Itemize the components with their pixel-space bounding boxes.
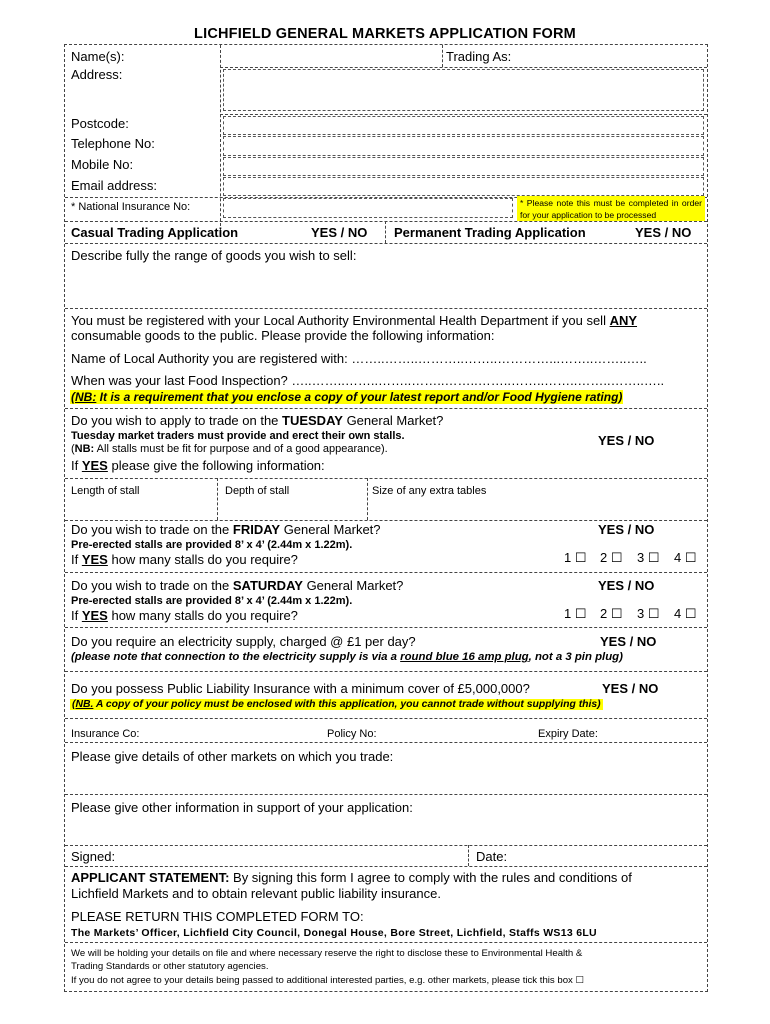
divider (65, 671, 707, 672)
applicant-statement-2: Lichfield Markets and to obtain relevant public liability insurance. (71, 886, 441, 901)
divider (65, 572, 707, 573)
divider (65, 627, 707, 628)
length-of-stall-field[interactable]: Length of stall (71, 485, 140, 497)
depth-of-stall-field[interactable]: Depth of stall (225, 485, 290, 497)
email-label: Email address: (71, 178, 157, 193)
friday-stall-1-checkbox[interactable]: 1 ☐ (564, 550, 587, 565)
policy-number-field[interactable]: Policy No: (327, 728, 377, 740)
divider (385, 221, 386, 243)
divider (65, 845, 707, 846)
electricity-question: Do you require an electricity supply, charged @ £1 per day? (71, 634, 416, 649)
other-markets-label: Please give details of other markets on which you trade: (71, 749, 394, 764)
divider (65, 520, 707, 521)
divider (468, 845, 469, 866)
casual-trading-label: Casual Trading Application (71, 225, 239, 240)
tuesday-if-yes: If YES please give the following information: (71, 458, 325, 473)
saturday-stall-1-checkbox[interactable]: 1 ☐ (564, 606, 587, 621)
local-authority-field[interactable]: Name of Local Authority you are registered with: ……..……..………..……..…………...……..……..….. (71, 351, 647, 366)
friday-stall-2-checkbox[interactable]: 2 ☐ (600, 550, 623, 565)
friday-question: Do you wish to trade on the FRIDAY General Market? (71, 522, 381, 537)
saturday-stall-2-checkbox[interactable]: 2 ☐ (600, 606, 623, 621)
electricity-plug-note: (please note that connection to the electricity supply is via a round blue 16 amp plug, not a 3 pin plug) (71, 651, 623, 663)
saturday-question: Do you wish to trade on the SATURDAY General Market? (71, 578, 404, 593)
saturday-stall-info: Pre-erected stalls are provided 8’ x 4’ (2.44m x 1.22m). (71, 595, 353, 607)
permanent-trading-label: Permanent Trading Application (394, 225, 586, 240)
email-field[interactable] (223, 177, 704, 196)
food-report-note: (NB: It is a requirement that you enclose a copy of your latest report and/or Food Hygiene rating) (71, 390, 623, 404)
saturday-stall-3-checkbox[interactable]: 3 ☐ (637, 606, 660, 621)
privacy-notice: We will be holding your details on file and where necessary reserve the right to disclose these to Environmental Health & (71, 948, 583, 959)
goods-label: Describe fully the range of goods you wish to sell: (71, 248, 357, 263)
trading-as-label: Trading As: (446, 49, 512, 64)
divider (65, 478, 707, 479)
address-label: Address: (71, 67, 123, 82)
tuesday-stall-requirement: Tuesday market traders must provide and erect their own stalls. (71, 430, 405, 442)
national-insurance-note: * Please note this must be completed in order for your application to be processed (517, 196, 705, 221)
mobile-label: Mobile No: (71, 157, 134, 172)
divider (65, 308, 707, 309)
divider (65, 243, 707, 244)
form-title: LICHFIELD GENERAL MARKETS APPLICATION FORM (194, 26, 576, 42)
electricity-options[interactable]: YES / NO (600, 634, 657, 649)
date-field[interactable]: Date: (476, 849, 508, 864)
divider (65, 221, 707, 222)
trading-as-divider (442, 45, 443, 67)
opt-out-checkbox[interactable]: If you do not agree to your details being passed to additional interested parties, e.g. other markets, please tick this box ☐ (71, 975, 585, 986)
casual-trading-options[interactable]: YES / NO (311, 225, 368, 240)
names-label: Name(s): (71, 49, 125, 64)
divider (65, 408, 707, 409)
expiry-date-field[interactable]: Expiry Date: (538, 728, 598, 740)
extra-tables-field[interactable]: Size of any extra tables (372, 485, 487, 497)
tuesday-stall-note: (NB: All stalls must be fit for purpose and of a good appearance). (71, 443, 388, 455)
friday-stall-info: Pre-erected stalls are provided 8’ x 4’ (2.44m x 1.22m). (71, 539, 353, 551)
mobile-field[interactable] (223, 157, 704, 176)
insurance-policy-note: (NB. A copy of your policy must be enclosed with this application, you cannot trade without supplying this) (72, 699, 601, 710)
food-registration-text: You must be registered with your Local Authority Environmental Health Department if you sell ANY (71, 313, 638, 328)
tuesday-options[interactable]: YES / NO (598, 433, 655, 448)
food-inspection-field[interactable]: When was your last Food Inspection? …..……..……..……..……..……..……..……..……..……..……..….. (71, 373, 665, 388)
tuesday-question: Do you wish to apply to trade on the TUESDAY General Market? (71, 413, 444, 428)
application-form (64, 44, 708, 992)
postcode-field[interactable] (223, 116, 704, 135)
friday-if-yes: If YES how many stalls do you require? (71, 552, 298, 567)
food-registration-text-2: consumable goods to the public. Please provide the following information: (71, 328, 495, 343)
privacy-notice-2: Trading Standards or other statutory agencies. (71, 961, 269, 972)
national-insurance-label: * National Insurance No: (71, 201, 191, 213)
friday-options[interactable]: YES / NO (598, 522, 655, 537)
saturday-stall-4-checkbox[interactable]: 4 ☐ (674, 606, 697, 621)
telephone-field[interactable] (223, 136, 704, 156)
return-address: The Markets’ Officer, Lichfield City Council, Donegal House, Bore Street, Lichfield, Staffs WS13 6LU (71, 927, 597, 939)
permanent-trading-options[interactable]: YES / NO (635, 225, 692, 240)
insurance-company-field[interactable]: Insurance Co: (71, 728, 140, 740)
label-column-divider (220, 45, 221, 231)
divider (65, 742, 707, 743)
address-field[interactable] (223, 69, 704, 111)
saturday-options[interactable]: YES / NO (598, 578, 655, 593)
other-info-label: Please give other information in support of your application: (71, 800, 413, 815)
friday-stall-4-checkbox[interactable]: 4 ☐ (674, 550, 697, 565)
saturday-if-yes: If YES how many stalls do you require? (71, 608, 298, 623)
signed-field[interactable]: Signed: (71, 849, 116, 864)
postcode-label: Postcode: (71, 116, 129, 131)
insurance-options[interactable]: YES / NO (602, 681, 659, 696)
divider (217, 478, 218, 520)
friday-stall-3-checkbox[interactable]: 3 ☐ (637, 550, 660, 565)
divider (65, 794, 707, 795)
telephone-label: Telephone No: (71, 136, 155, 151)
divider (65, 718, 707, 719)
divider (65, 866, 707, 867)
applicant-statement: APPLICANT STATEMENT: By signing this form I agree to comply with the rules and conditions of (71, 870, 632, 885)
divider (220, 67, 707, 68)
divider (220, 114, 707, 115)
national-insurance-field[interactable] (223, 198, 513, 218)
return-label: PLEASE RETURN THIS COMPLETED FORM TO: (71, 909, 364, 924)
divider (65, 942, 707, 943)
insurance-question: Do you possess Public Liability Insurance with a minimum cover of £5,000,000? (71, 681, 530, 696)
divider (367, 478, 368, 520)
